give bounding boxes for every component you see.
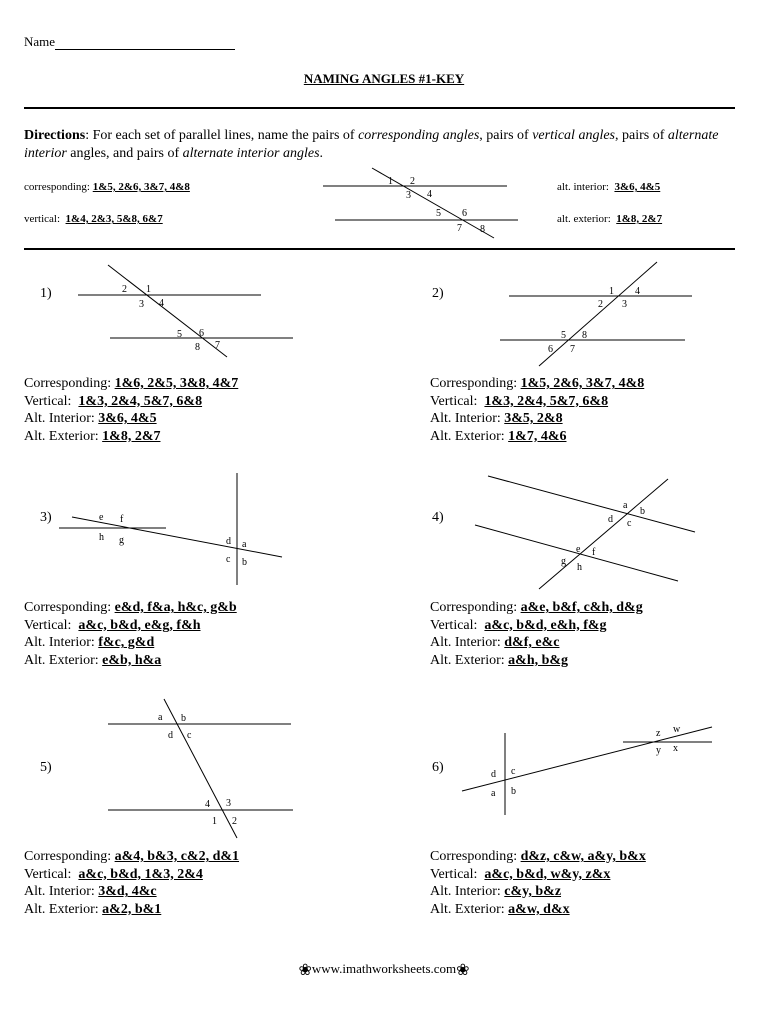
example-label: 3 [406,190,411,201]
diagram-5-label: c [187,730,192,741]
diagram-1-label: 4 [159,298,164,309]
answer-corresponding: Corresponding: 1&5, 2&6, 3&7, 4&8 [430,376,645,391]
diagram-4-label: a [623,500,628,511]
diagram-6-label: x [673,743,678,754]
diagram-1-label: 6 [199,328,204,339]
diagram-3-label: g [119,535,124,546]
diagram-1-label: 1 [146,284,151,295]
diagram-4-label: g [561,556,566,567]
answers-5 [24,848,239,918]
diagram-2-label: 7 [570,344,575,355]
diagram-2-transversal [539,262,657,366]
answer-vertical: Vertical: a&c, b&d, w&y, z&x [430,866,611,882]
answer-alt-interior: Alt. Interior: 3&5, 2&8 [430,411,563,427]
example-label: 8 [480,224,485,235]
diagram-3-label: e [99,512,104,523]
answer-alt-interior: Alt. Interior: 3&6, 4&5 [24,411,157,427]
diagram-2 [500,262,692,366]
example-alt-exterior: alt. exterior: 1&8, 2&7 [557,213,663,225]
diagram-6-label: c [511,766,516,777]
page-title: NAMING ANGLES #1-KEY [303,71,465,86]
answer-alt-exterior: Alt. Exterior: a&2, b&1 [24,901,162,917]
diagram-1-label: 2 [122,284,127,295]
diagram-5-label: 4 [205,799,210,810]
diagram-2-label: 2 [598,299,603,310]
answers-6 [430,848,646,918]
diagram-3-label: h [99,532,104,543]
diagram-6-label: w [673,724,681,735]
example-label: 5 [436,208,441,219]
answer-alt-interior: Alt. Interior: d&f, e&c [430,635,560,651]
diagram-2-label: 1 [609,286,614,297]
example-label: 2 [410,176,415,187]
diagram-4-line-a [488,476,695,532]
answer-alt-exterior: Alt. Exterior: a&w, d&x [430,901,570,917]
diagram-6-transversal [462,727,712,791]
diagram-4-label: h [577,562,582,573]
diagram-6-label: b [511,786,516,797]
answer-alt-exterior: Alt. Exterior: 1&8, 2&7 [24,428,161,444]
diagram-6-label: a [491,788,496,799]
answers-3 [24,599,237,669]
diagram-3 [59,473,282,585]
example-corresponding: corresponding: 1&5, 2&6, 3&7, 4&8 [24,181,190,193]
diagram-5-label: 2 [232,816,237,827]
diagram-3-label: c [226,554,231,565]
diagram-4-label: c [627,518,632,529]
directions-lead: Directions [24,128,86,143]
answer-vertical: Vertical: a&c, b&d, 1&3, 2&4 [24,866,203,882]
answer-corresponding: Corresponding: a&4, b&3, c&2, d&1 [24,849,240,864]
diagram-3-label: f [120,514,124,525]
example-alt-interior: alt. interior: 3&6, 4&5 [557,181,661,193]
diagram-4-label: b [640,506,645,517]
answers-1 [24,375,238,445]
answer-vertical: Vertical: a&c, b&d, e&h, f&g [430,617,607,633]
diagram-3-label: d [226,536,231,547]
diagram-5 [108,699,293,838]
answer-vertical: Vertical: 1&3, 2&4, 5&7, 6&8 [430,393,609,409]
answer-alt-interior: Alt. Interior: c&y, b&z [430,884,562,900]
diagram-6-label: d [491,769,496,780]
diagram-4 [475,476,695,589]
diagram-4-label: f [592,547,596,558]
answer-corresponding: Corresponding: 1&6, 2&5, 3&8, 4&7 [24,376,239,391]
name-label: Name [24,34,56,49]
answer-corresponding: Corresponding: d&z, c&w, a&y, b&x [430,849,646,864]
diagram-2-label: 8 [582,330,587,341]
diagram-1-label: 3 [139,299,144,310]
diagram-5-transversal [164,699,237,838]
answer-alt-exterior: Alt. Exterior: a&h, b&g [430,652,569,668]
answer-vertical: Vertical: 1&3, 2&4, 5&7, 6&8 [24,393,203,409]
diagram-1-label: 5 [177,329,182,340]
footer [0,960,768,980]
problem-number: 3) [40,510,52,525]
diagram-2-label: 3 [622,299,627,310]
answer-alt-exterior: Alt. Exterior: 1&7, 4&6 [430,428,567,444]
diagram-6-label: y [656,745,661,756]
problem-number: 2) [432,286,444,301]
diagram-1-label: 7 [215,340,220,351]
answers-4 [430,599,643,669]
directions: Directions: For each set of parallel lines, name the pairs of corresponding angles, pairs of vertical angles, pairs of alternate interior angles, and pairs of alternate interior angles. [24,128,719,161]
diagram-5-label: b [181,713,186,724]
flower-icon: ❀ [298,962,312,979]
answers-2 [430,375,644,445]
diagram-2-label: 4 [635,286,640,297]
flower-icon: ❀ [456,962,470,979]
diagram-2-label: 6 [548,344,553,355]
answer-alt-exterior: Alt. Exterior: e&b, h&a [24,652,162,668]
diagram-3-label: b [242,557,247,568]
answer-corresponding: Corresponding: e&d, f&a, h&c, g&b [24,600,237,615]
example-label: 1 [388,176,393,187]
example-label: 4 [427,189,432,200]
problem-number: 6) [432,760,444,775]
footer-url[interactable]: www.imathworksheets.com [311,960,457,976]
diagram-5-label: d [168,730,173,741]
problem-number: 4) [432,510,444,525]
diagram-6-label: z [656,728,661,739]
diagram-1-label: 8 [195,342,200,353]
diagram-2-label: 5 [561,330,566,341]
example-label: 6 [462,208,467,219]
problem-number: 1) [40,286,52,301]
diagram-5-label: 1 [212,816,217,827]
example-label: 7 [457,223,462,234]
diagram-1 [78,265,293,357]
answer-alt-interior: Alt. Interior: 3&d, 4&c [24,884,157,900]
answer-vertical: Vertical: a&c, b&d, e&g, f&h [24,617,201,633]
diagram-6 [462,724,712,815]
answer-alt-interior: Alt. Interior: f&c, g&d [24,635,155,651]
diagram-5-label: 3 [226,798,231,809]
diagram-4-label: e [576,544,581,555]
problem-number: 5) [40,760,52,775]
diagram-4-label: d [608,514,613,525]
diagram-1-transversal [108,265,227,357]
diagram-3-label: a [242,539,247,550]
diagram-5-label: a [158,712,163,723]
answer-corresponding: Corresponding: a&e, b&f, c&h, d&g [430,600,643,615]
example-vertical: vertical: 1&4, 2&3, 5&8, 6&7 [24,213,163,225]
